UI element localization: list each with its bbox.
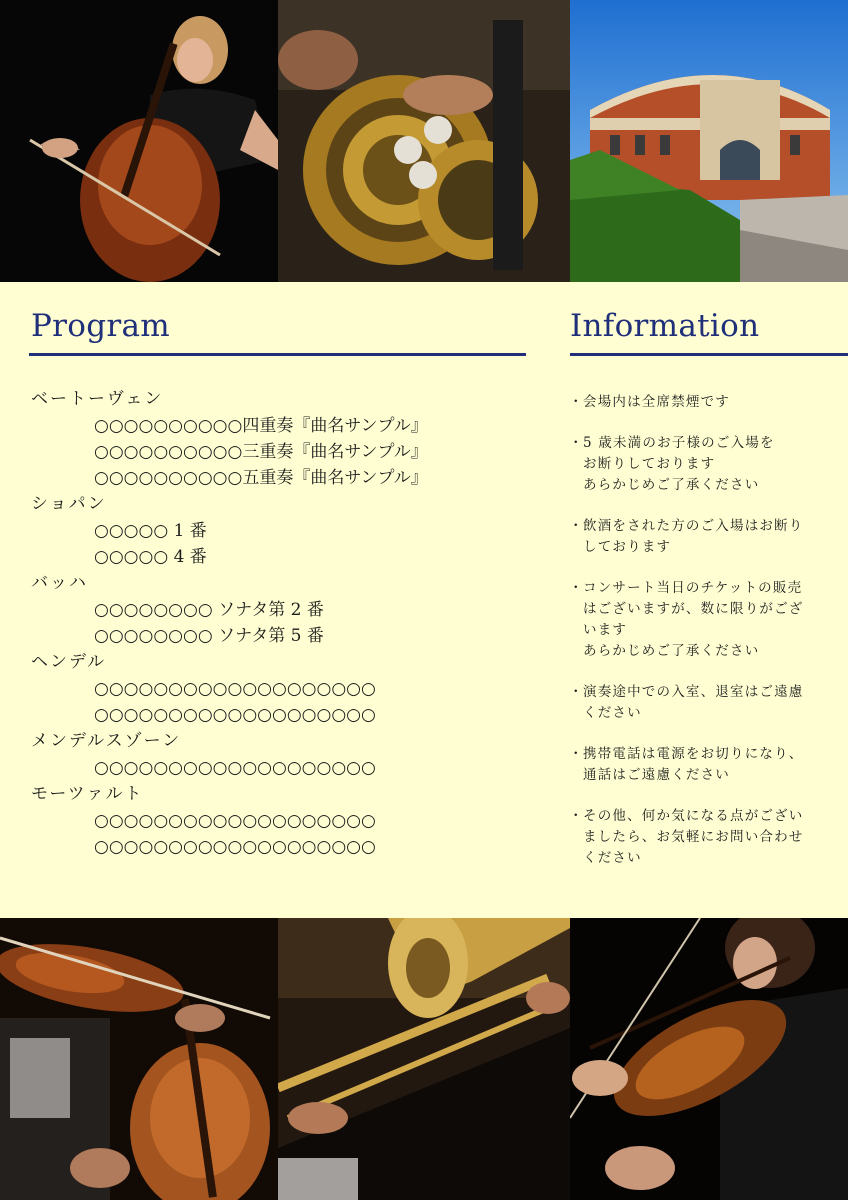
trombone-photo bbox=[278, 918, 570, 1200]
top-photo-strip bbox=[0, 0, 848, 282]
info-item bbox=[569, 578, 841, 661]
bullet-mark: ・ bbox=[569, 683, 584, 700]
info-line: 会場内は全席禁煙です bbox=[583, 394, 730, 410]
composer-name: ヘンデル bbox=[31, 652, 107, 672]
program-list bbox=[31, 386, 531, 860]
info-line: 携帯電話は電源をお切りになり、 bbox=[583, 746, 804, 763]
info-line: コンサート当日のチケットの販売 bbox=[583, 580, 803, 597]
piece-title: ○○○○○○○○○○五重奏『曲名サンプル』 bbox=[94, 468, 428, 488]
info-line: ください bbox=[583, 704, 642, 721]
program-group bbox=[31, 728, 531, 781]
violin-cello-photo bbox=[0, 918, 278, 1200]
info-line: あらかじめご了承ください bbox=[583, 642, 760, 659]
piece-title: ○○○○○○○○ ソナタ第 2 番 bbox=[94, 600, 324, 620]
info-item bbox=[569, 744, 841, 786]
program-underline bbox=[29, 353, 526, 356]
program-heading: Program bbox=[31, 308, 170, 344]
piece-title: ○○○○○○○○○○○○○○○○○○○ bbox=[94, 705, 376, 725]
information-heading: Information bbox=[570, 308, 760, 344]
info-line: ください bbox=[583, 849, 642, 866]
info-line: います bbox=[583, 621, 628, 638]
bullet-mark: ・ bbox=[569, 435, 584, 452]
piece-title: ○○○○○○○○○○三重奏『曲名サンプル』 bbox=[94, 442, 428, 462]
program-group bbox=[31, 491, 531, 570]
piece-title: ○○○○○○○○○○○○○○○○○○○ bbox=[94, 837, 376, 857]
info-item bbox=[569, 392, 841, 413]
piece-title: ○○○○○○○○○○○○○○○○○○○ bbox=[94, 758, 376, 778]
bullet-mark: ・ bbox=[569, 746, 584, 763]
info-line: はございますが、数に限りがござ bbox=[583, 601, 804, 618]
piece-title: ○○○○○○○○ ソナタ第 5 番 bbox=[94, 626, 324, 646]
info-item bbox=[569, 433, 841, 495]
bullet-mark: ・ bbox=[569, 518, 584, 535]
bullet-mark: ・ bbox=[569, 394, 584, 410]
information-underline bbox=[570, 353, 848, 356]
info-line: 飲酒をされた方のご入場はお断り bbox=[583, 518, 804, 535]
piece-title: ○○○○○○○○○○○○○○○○○○○ bbox=[94, 811, 376, 831]
violinist-photo bbox=[570, 918, 848, 1200]
program-group bbox=[31, 649, 531, 728]
composer-name: メンデルスゾーン bbox=[31, 731, 182, 751]
info-line: その他、何か気になる点がござい bbox=[583, 808, 804, 825]
bullet-mark: ・ bbox=[569, 808, 584, 825]
program-group bbox=[31, 386, 531, 491]
composer-name: バッハ bbox=[31, 573, 88, 593]
info-line: ましたら、お気軽にお問い合わせ bbox=[583, 828, 804, 845]
piece-title: ○○○○○ 1 番 bbox=[94, 521, 207, 541]
piece-title: ○○○○○○○○○○四重奏『曲名サンプル』 bbox=[94, 416, 428, 436]
information-list bbox=[569, 392, 841, 889]
program-group bbox=[31, 781, 531, 860]
piece-title: ○○○○○ 4 番 bbox=[94, 547, 207, 567]
info-line: 5 歳未満のお子様のご入場を bbox=[583, 435, 775, 452]
french-horn-photo bbox=[278, 0, 570, 282]
cellist-photo bbox=[0, 0, 278, 282]
composer-name: モーツァルト bbox=[31, 784, 144, 804]
info-line: しております bbox=[583, 538, 672, 555]
info-line: 演奏途中での入室、退室はご遠慮 bbox=[583, 683, 804, 700]
bottom-photo-strip bbox=[0, 918, 848, 1200]
info-item bbox=[569, 682, 841, 724]
piece-title: ○○○○○○○○○○○○○○○○○○○ bbox=[94, 679, 376, 699]
info-item bbox=[569, 516, 841, 558]
info-line: 通話はご遠慮ください bbox=[583, 766, 730, 783]
bullet-mark: ・ bbox=[569, 580, 584, 597]
info-item bbox=[569, 806, 841, 868]
composer-name: ベートーヴェン bbox=[31, 389, 164, 409]
program-group bbox=[31, 570, 531, 649]
concert-hall-photo bbox=[570, 0, 848, 282]
info-line: あらかじめご了承ください bbox=[583, 476, 760, 493]
composer-name: ショパン bbox=[31, 494, 107, 514]
info-line: お断りしております bbox=[583, 456, 716, 473]
